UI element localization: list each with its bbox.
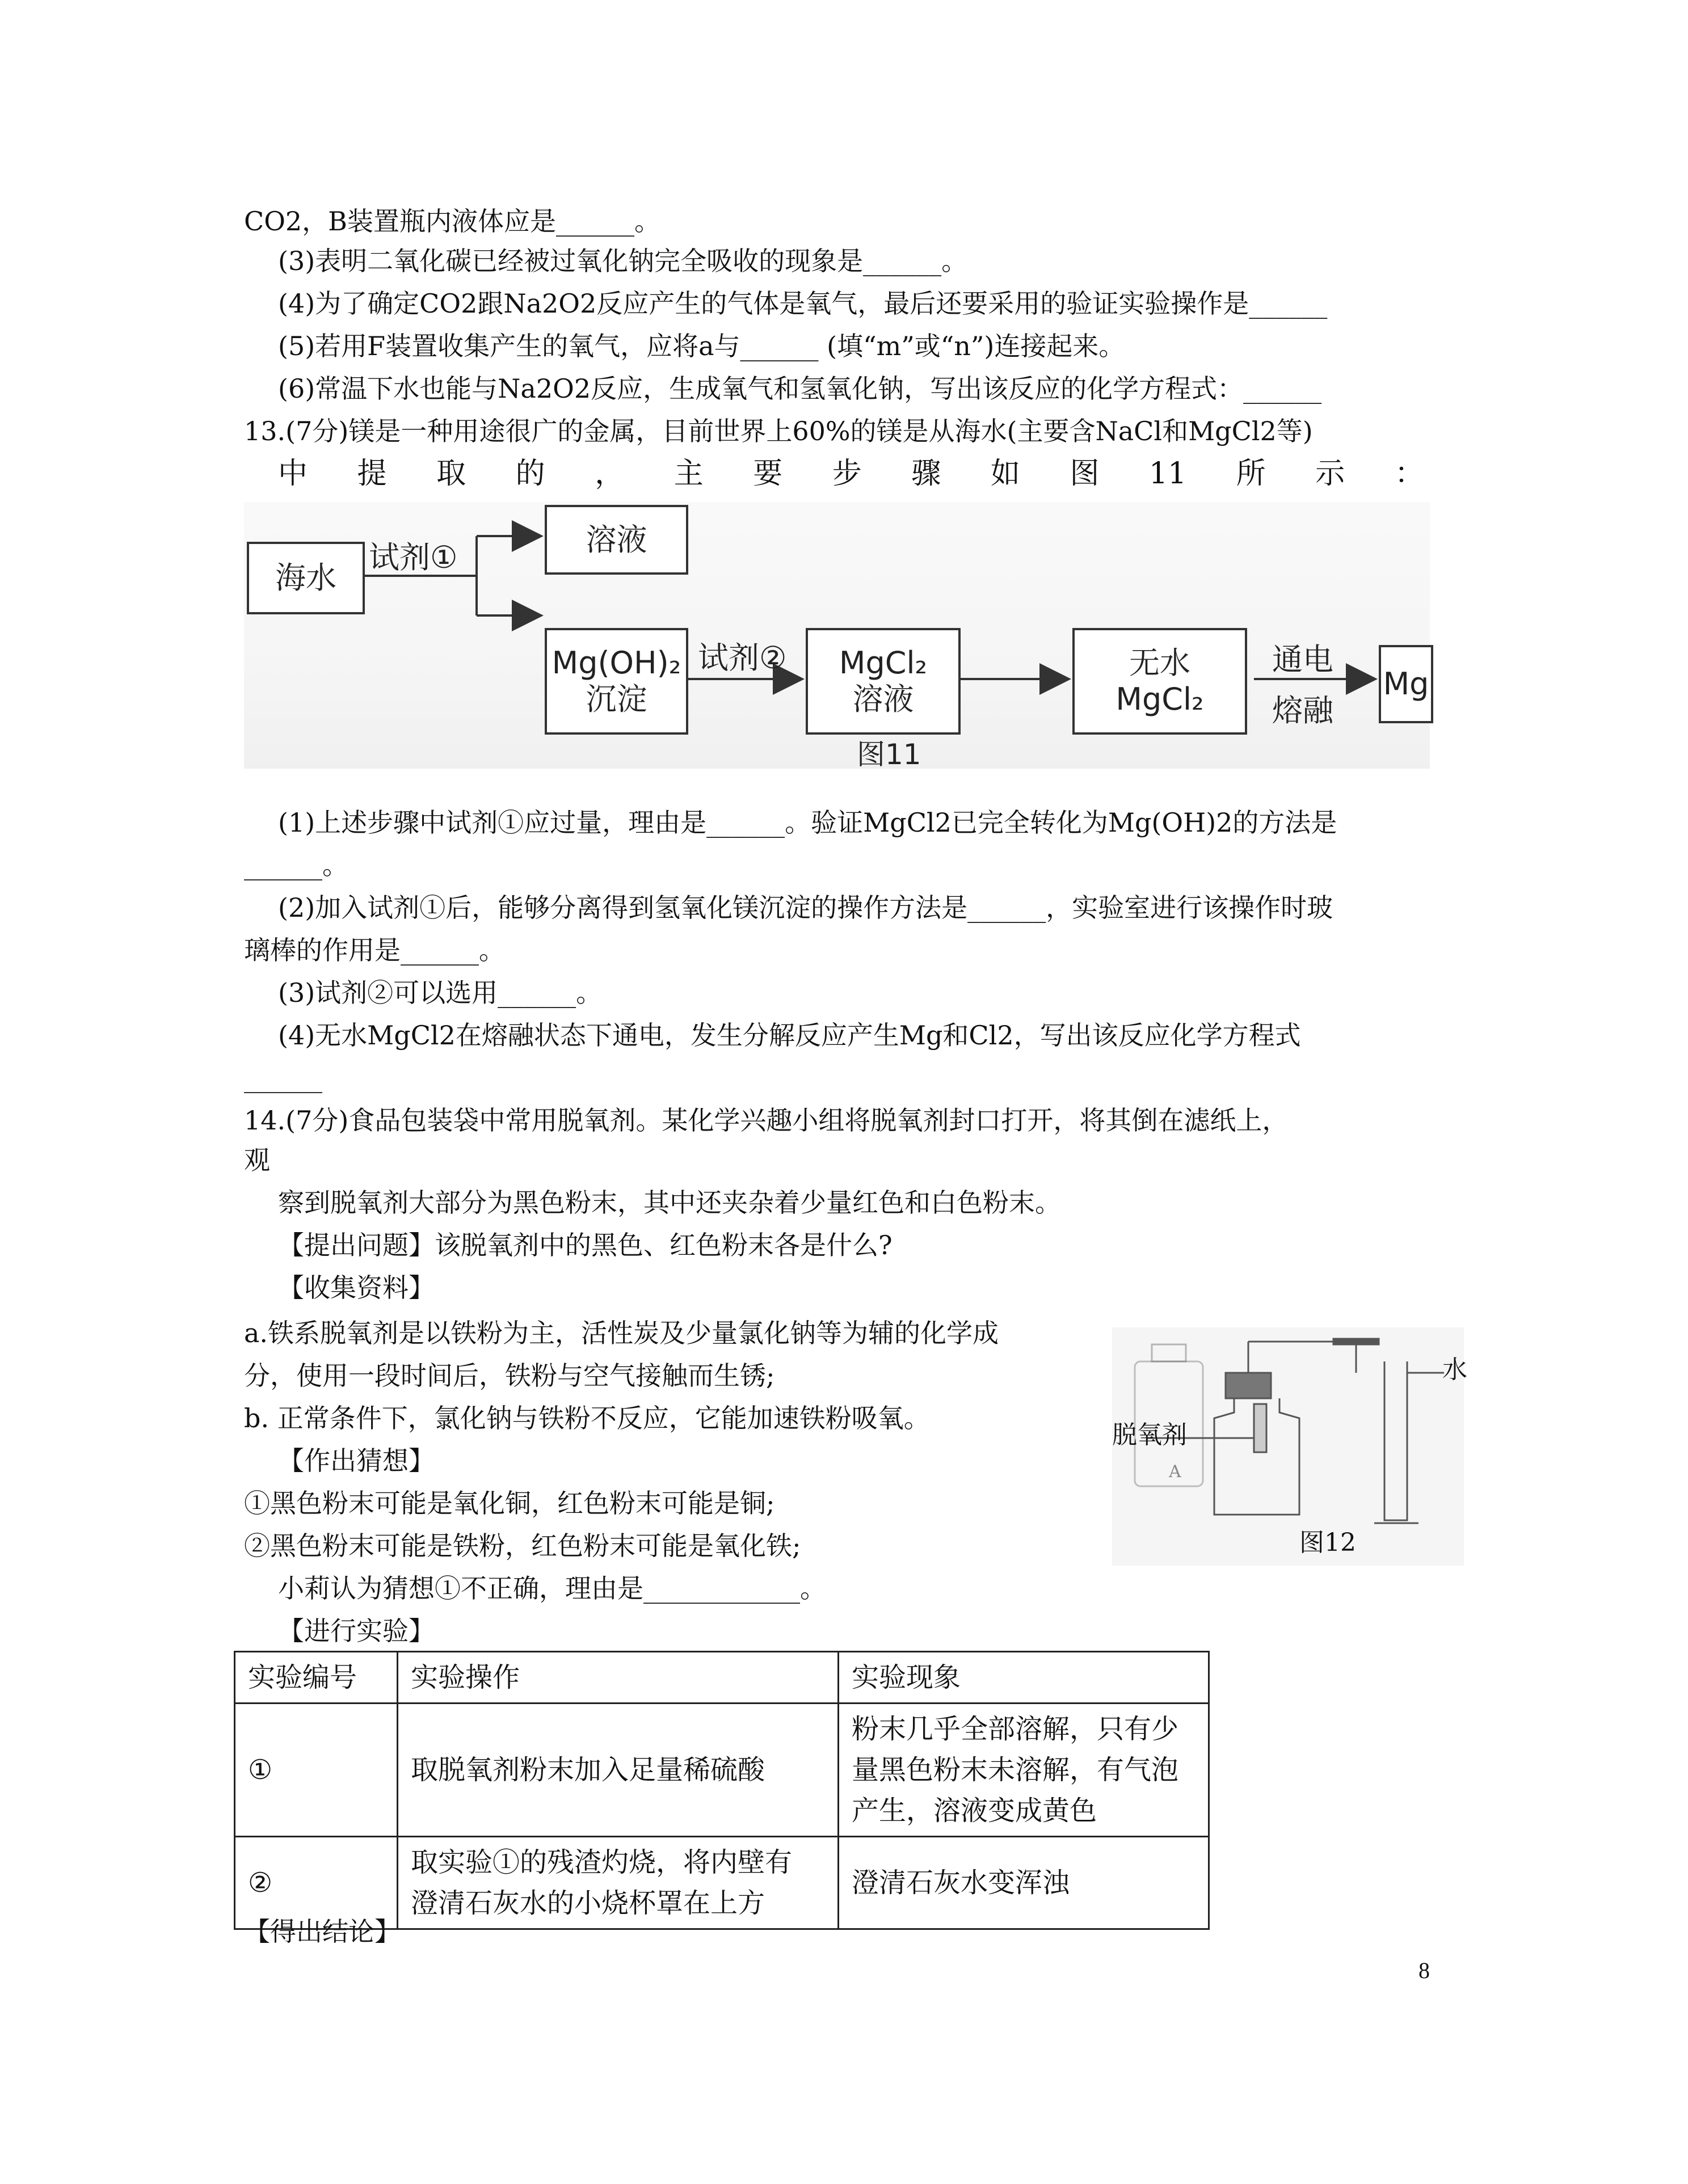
text-line: a.铁系脱氧剂是以铁粉为主，活性炭及少量氯化钠等为辅的化学成	[244, 1318, 999, 1348]
box-solution-label: 溶液	[586, 521, 647, 558]
mg-label: Mg	[1383, 666, 1429, 702]
experiment-table	[234, 1651, 1210, 1930]
text-line: 【收集资料】	[278, 1272, 435, 1303]
text-line: 分，使用一段时间后，铁粉与空气接触而生锈;	[244, 1360, 775, 1391]
spread-char: 取	[436, 457, 466, 491]
operation-line: 取实验①的残渣灼烧，将内壁有	[411, 1846, 793, 1878]
anhydrous-mgcl2-label: MgCl₂	[1115, 681, 1204, 717]
question-13-title: 13.(7分)镁是一种用途很广的金属，目前世界上60%的镁是从海水(主要含NaCl和MgCl2等)	[244, 416, 1313, 446]
text-line: (2)加入试剂①后，能够分离得到氢氧化镁沉淀的操作方法是______，实验室进行该操作时玻	[278, 892, 1333, 923]
spread-char: 示	[1315, 457, 1345, 491]
deoxidizer-label: 脱氧剂	[1112, 1420, 1187, 1449]
mgcl2-solution-label: 溶液	[852, 681, 914, 717]
spread-char: 图	[1070, 457, 1100, 491]
text-line: ______。	[244, 850, 348, 880]
question-14-title: 14.(7分)食品包装袋中常用脱氧剂。某化学兴趣小组将脱氧剂封口打开，将其倒在滤纸上，	[244, 1105, 1289, 1136]
melt-label: 熔融	[1272, 693, 1333, 728]
figure-12-caption: 图12	[1299, 1528, 1356, 1557]
header-cell: 实验现象	[839, 1652, 1209, 1704]
spread-char: 要	[753, 457, 783, 491]
reagent-2-label: 试剂②	[698, 640, 787, 676]
text-line: CO2，B装置瓶内液体应是______。	[244, 206, 660, 237]
spread-char: 如	[990, 457, 1020, 491]
text-line: 【提出问题】该脱氧剂中的黑色、红色粉末各是什么?	[278, 1230, 893, 1260]
spread-char: 提	[357, 457, 387, 491]
table-row	[235, 1704, 1209, 1837]
label-a: A	[1169, 1462, 1181, 1482]
text-line: 【进行实验】	[278, 1616, 435, 1646]
box-mgcl2-solution	[806, 628, 961, 735]
spread-char: ：	[1394, 457, 1424, 491]
row-observation	[839, 1704, 1209, 1837]
text-line: b. 正常条件下，氯化钠与铁粉不反应，它能加速铁粉吸氧。	[244, 1403, 930, 1433]
operation-line: 澄清石灰水的小烧杯罩在上方	[411, 1887, 765, 1919]
spread-char: 所	[1236, 457, 1266, 491]
precipitate-label: 沉淀	[586, 681, 647, 717]
conclusion-heading: 【得出结论】	[244, 1916, 401, 1947]
mgoh2-label: Mg(OH)₂	[552, 645, 681, 681]
text-line: 小莉认为猜想①不正确，理由是____________。	[278, 1573, 826, 1604]
observation-line: 粉末几乎全部溶解，只有少	[852, 1713, 1179, 1745]
box-solution	[545, 505, 688, 575]
text-line: (3)表明二氧化碳已经被过氧化钠完全吸收的现象是______。	[278, 246, 968, 276]
text-line: (6)常温下水也能与Na2O2反应，生成氧气和氢氧化钠，写出该反应的化学方程式：______	[278, 373, 1322, 404]
table-header-row	[235, 1652, 1209, 1704]
spread-char: 中	[278, 457, 308, 491]
figure-11-caption: 图11	[857, 738, 921, 771]
observation-line: 产生，溶液变成黄色	[852, 1795, 1097, 1827]
text-line: ①黑色粉末可能是氧化铜，红色粉末可能是铜;	[244, 1488, 775, 1519]
text-line: ______	[244, 1063, 322, 1093]
spread-char: 骤	[911, 457, 941, 491]
spread-char: 11	[1149, 457, 1187, 491]
text-line: (4)为了确定CO2跟Na2O2反应产生的气体是氧气，最后还要采用的验证实验操作是______	[278, 288, 1328, 319]
header-cell: 实验操作	[398, 1652, 839, 1704]
text-line: 观	[244, 1145, 270, 1175]
text-line: (4)无水MgCl2在熔融状态下通电，发生分解反应产生Mg和Cl2，写出该反应化学方程式	[278, 1020, 1301, 1051]
text-line: 璃棒的作用是______。	[244, 935, 505, 965]
text-line: (5)若用F装置收集产生的氧气，应将a与______ (填“m”或“n”)连接起来。	[278, 331, 1125, 361]
text-line: 察到脱氧剂大部分为黑色粉末，其中还夹杂着少量红色和白色粉末。	[278, 1187, 1061, 1218]
text-line: (3)试剂②可以选用______。	[278, 977, 603, 1008]
header-cell: 实验编号	[235, 1652, 398, 1704]
box-seawater	[247, 542, 365, 614]
box-seawater-label: 海水	[275, 560, 336, 596]
spread-char: ，	[595, 457, 625, 491]
spread-line	[278, 454, 1424, 494]
observation-line: 量黑色粉末未溶解，有气泡	[852, 1754, 1179, 1786]
mgcl2-label: MgCl₂	[839, 645, 928, 681]
anhydrous-label: 无水	[1129, 645, 1190, 681]
text-line: (1)上述步骤中试剂①应过量，理由是______。验证MgCl2已完全转化为Mg(OH)2的方法是	[278, 807, 1337, 838]
page-number: 8	[1418, 1958, 1430, 1983]
text-line: ②黑色粉末可能是铁粉，红色粉末可能是氧化铁;	[244, 1531, 801, 1561]
reagent-1-label: 试剂①	[369, 539, 458, 575]
electrify-label: 通电	[1272, 642, 1333, 677]
row-operation: 取脱氧剂粉末加入足量稀硫酸	[398, 1704, 839, 1837]
row-operation	[398, 1837, 839, 1929]
row-observation: 澄清石灰水变浑浊	[839, 1837, 1209, 1929]
box-mg	[1379, 645, 1433, 723]
figure-11-flowchart	[244, 502, 1430, 769]
spread-char: 主	[673, 457, 704, 491]
water-label: 水	[1442, 1355, 1467, 1384]
text-line: 【作出猜想】	[278, 1445, 435, 1476]
box-anhydrous-mgcl2	[1072, 628, 1247, 735]
row-id: ①	[235, 1704, 398, 1837]
row-id: ②	[235, 1837, 398, 1929]
spread-char: 步	[832, 457, 862, 491]
figure-12-apparatus	[1112, 1327, 1467, 1566]
box-mgoh2-precipitate	[545, 628, 688, 735]
spread-char: 的	[515, 457, 545, 491]
